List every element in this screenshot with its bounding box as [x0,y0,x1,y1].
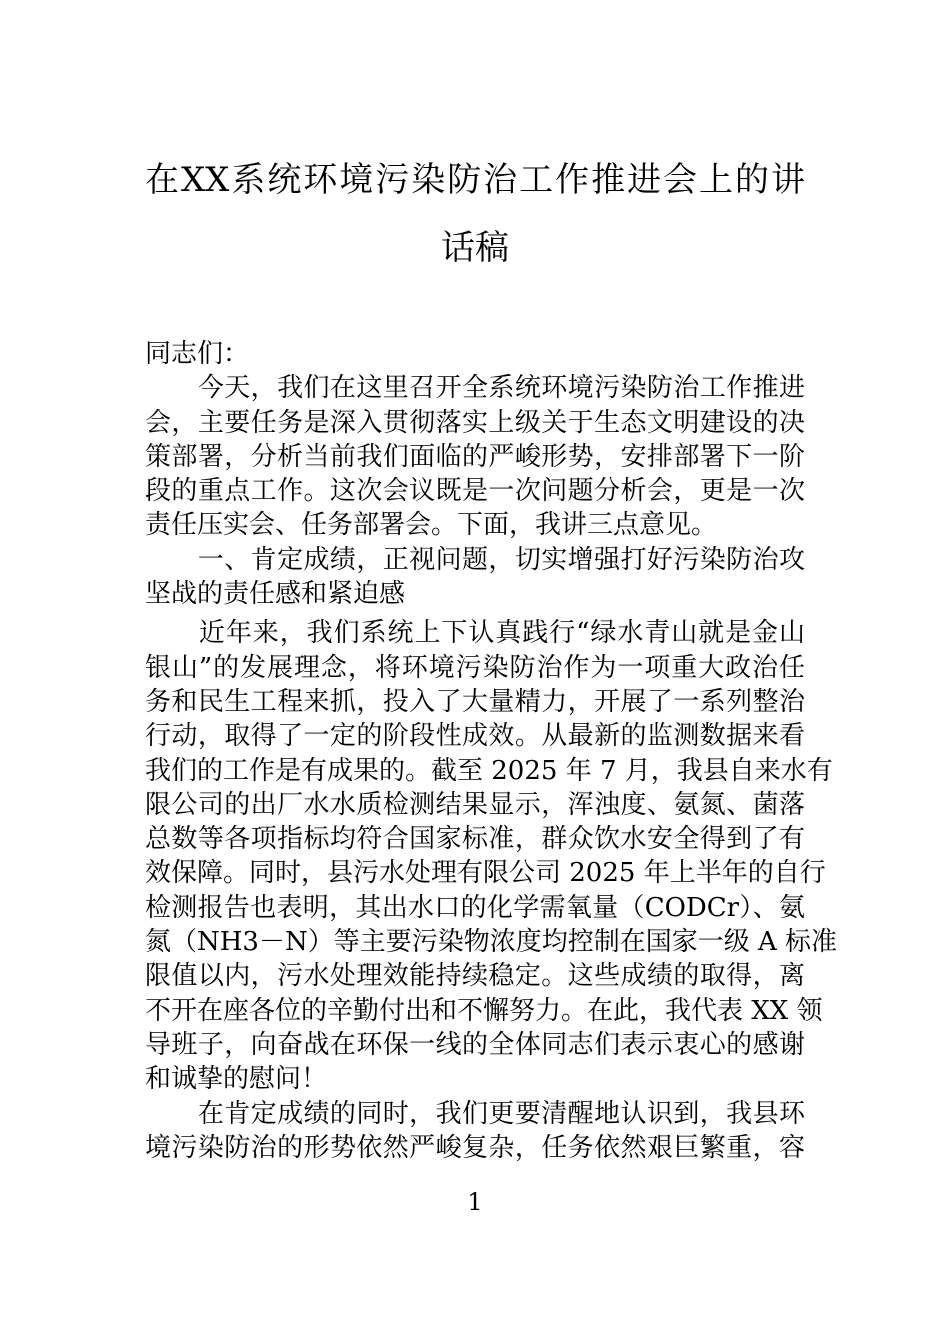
page-number: 1 [467,1188,483,1216]
salutation [145,337,805,371]
text-line: 限值以内，污水处理效能持续稳定。这些成绩的取得，离 [145,961,805,992]
text-line: 限公司的出厂水水质检测结果显示，浑浊度、氨氮、菌落 [145,789,805,820]
text-line: 一、肯定成绩，正视问题，切实增强打好污染防治攻 [145,544,805,575]
text-line: 同志们： [145,339,250,369]
text-line: 在肯定成绩的同时，我们更要清醒地认识到，我县环 [145,1098,805,1129]
text-line: 氮（NH3－N）等主要污染物浓度均控制在国家一级 A 标准 [145,927,838,958]
text-line: 总数等各项指标均符合国家标准，群众饮水安全得到了有 [145,824,805,855]
text-line: 务和民生工程来抓，投入了大量精力，开展了一系列整治 [145,686,805,717]
paragraph [145,1097,805,1166]
text-line: 坚战的责任感和紧迫感 [145,579,406,610]
text-line: 责任压实会、任务部署会。下面，我讲三点意见。 [145,510,718,541]
document-title [145,160,805,299]
paragraph [145,371,805,542]
text-line: 今天，我们在这里召开全系统环境污染防治工作推进 [145,373,805,404]
document-body [145,337,838,1165]
text-line: 策部署，分析当前我们面临的严峻形势，安排部署下一阶 [145,441,805,472]
text-line: 银山”的发展理念，将环境污染防治作为一项重大政治任 [145,652,805,683]
title-line: 话稿 [441,228,509,268]
text-line: 行动，取得了一定的阶段性成效。从最新的监测数据来看 [145,721,805,752]
text-line: 导班子，向奋战在环保一线的全体同志们表示衷心的感谢 [145,1029,805,1060]
text-line: 会，主要任务是深入贯彻落实上级关于生态文明建设的决 [145,407,805,438]
text-line: 近年来，我们系统上下认真践行“绿水青山就是金山 [145,618,805,649]
text-line: 我们的工作是有成果的。截至 2025 年 7 月，我县自来水有 [145,755,833,786]
text-line: 和诚挚的慰问！ [145,1064,328,1095]
title-line: 在XX系统环境污染防治工作推进会上的讲 [145,160,805,200]
text-line: 不开在座各位的辛勤付出和不懈努力。在此，我代表 XX 领 [145,995,823,1026]
paragraph [145,616,838,1096]
section-heading [145,543,805,612]
text-line: 检测报告也表明，其出水口的化学需氧量（CODCr）、氨 [145,892,805,923]
text-line: 效保障。同时，县污水处理有限公司 2025 年上半年的自行 [145,858,826,889]
text-line: 段的重点工作。这次会议既是一次问题分析会，更是一次 [145,476,805,507]
text-line: 境污染防治的形势依然严峻复杂，任务依然艰巨繁重，容 [145,1132,805,1163]
